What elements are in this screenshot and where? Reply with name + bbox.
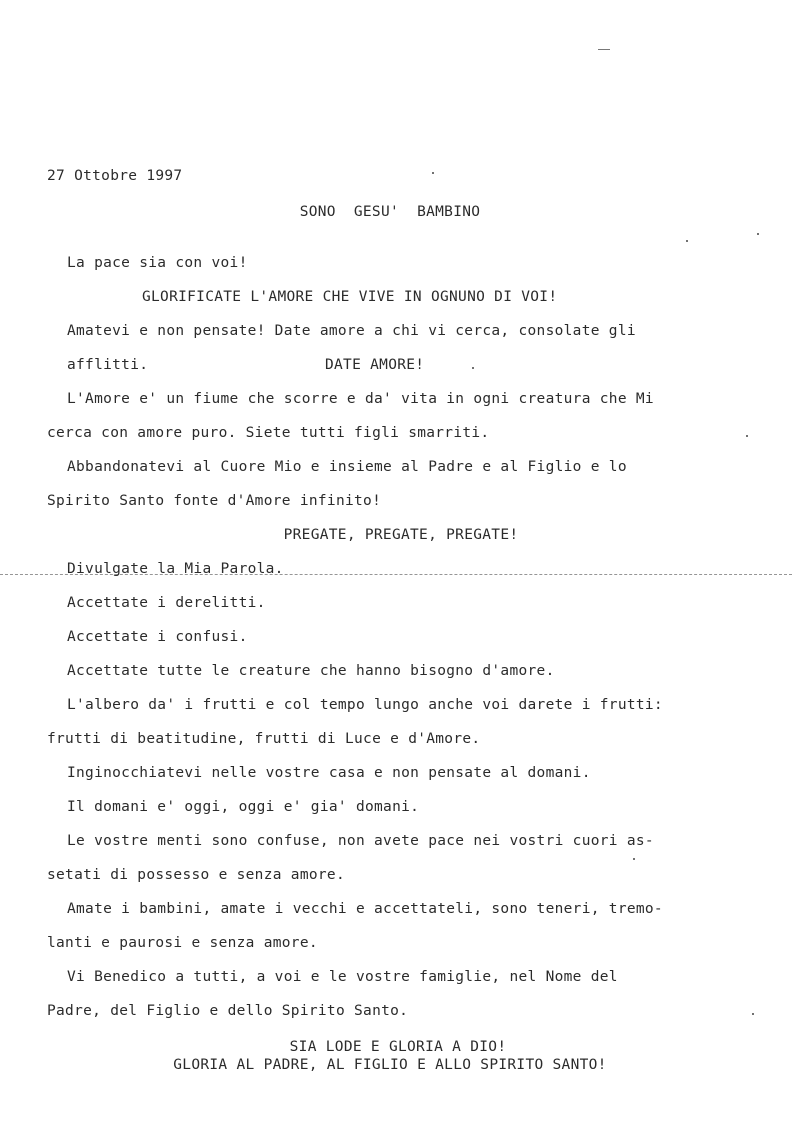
text-line: Inginocchiatevi nelle vostre casa e non pensate al domani. (67, 765, 591, 781)
text-line: Accettate tutte le creature che hanno bisogno d'amore. (67, 663, 555, 679)
text-line: Spirito Santo fonte d'Amore infinito! (47, 493, 382, 509)
scan-speck (432, 172, 434, 174)
scan-speck (633, 858, 635, 860)
heading-line: PREGATE, PREGATE, PREGATE! (283, 527, 519, 543)
heading-line: DATE AMORE! (325, 357, 425, 373)
scan-speck (472, 367, 474, 369)
text-line: Divulgate la Mia Parola. (67, 561, 284, 577)
text-line: frutti di beatitudine, frutti di Luce e d'Amore. (47, 731, 481, 747)
text-line: lanti e paurosi e senza amore. (47, 935, 318, 951)
scan-speck (686, 240, 688, 242)
text-line: Amate i bambini, amate i vecchi e accettateli, sono teneri, tremo- (67, 901, 663, 917)
closing-line: SIA LODE E GLORIA A DIO! (289, 1039, 507, 1055)
text-line: Le vostre menti sono confuse, non avete pace nei vostri cuori as- (67, 833, 654, 849)
text-line: Amatevi e non pensate! Date amore a chi vi cerca, consolate gli (67, 323, 636, 339)
document-date: 27 Ottobre 1997 (47, 168, 183, 184)
text-line: Accettate i confusi. (67, 629, 248, 645)
text-line: L'albero da' i frutti e col tempo lungo anche voi darete i frutti: (67, 697, 663, 713)
scan-speck (757, 233, 759, 235)
text-line: Padre, del Figlio e dello Spirito Santo. (47, 1003, 409, 1019)
text-line: La pace sia con voi! (67, 255, 248, 271)
scan-speck (598, 49, 610, 50)
text-line: setati di possesso e senza amore. (47, 867, 345, 883)
text-line: Vi Benedico a tutti, a voi e le vostre famiglie, nel Nome del (67, 969, 618, 985)
text-line: L'Amore e' un fiume che scorre e da' vita in ogni creatura che Mi (67, 391, 654, 407)
text-line: cerca con amore puro. Siete tutti figli smarriti. (47, 425, 490, 441)
scan-speck (752, 1013, 754, 1015)
document-title: SONO GESU' BAMBINO (299, 204, 481, 220)
closing-line: GLORIA AL PADRE, AL FIGLIO E ALLO SPIRITO SANTO! (173, 1057, 607, 1073)
text-line: afflitti. (67, 357, 149, 373)
scan-speck (746, 435, 748, 437)
text-line: Accettate i derelitti. (67, 595, 266, 611)
heading-line: GLORIFICATE L'AMORE CHE VIVE IN OGNUNO DI VOI! (142, 289, 558, 305)
text-line: Il domani e' oggi, oggi e' gia' domani. (67, 799, 420, 815)
text-line: Abbandonatevi al Cuore Mio e insieme al Padre e al Figlio e lo (67, 459, 627, 475)
